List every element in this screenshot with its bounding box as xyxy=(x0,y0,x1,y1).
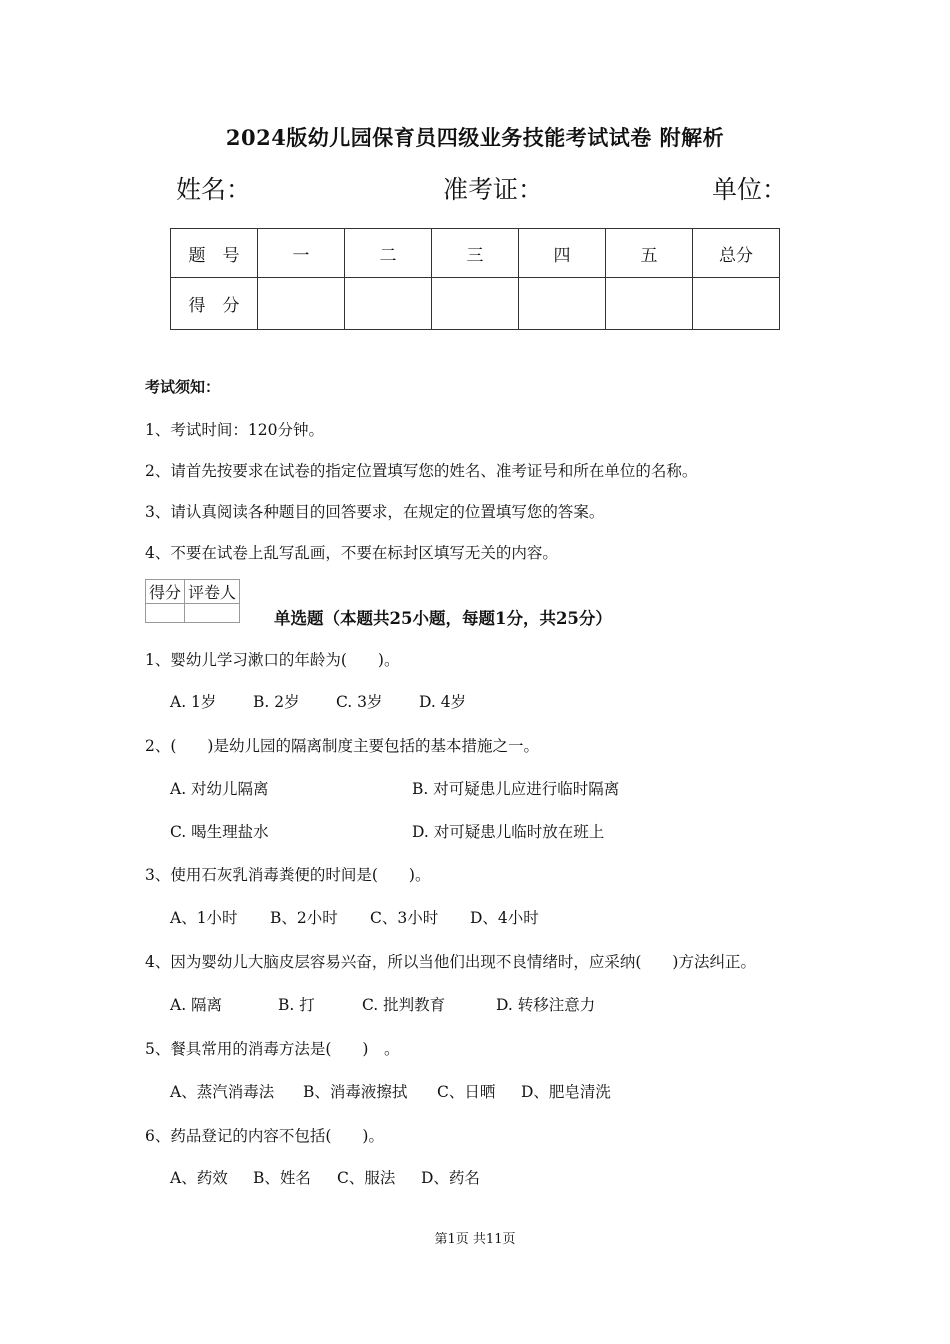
grader-name-cell[interactable] xyxy=(185,604,240,623)
question-option: A. 1岁 xyxy=(170,693,217,711)
question-option: B、消毒液擦拭 xyxy=(303,1083,408,1101)
score-table xyxy=(170,228,780,330)
exam-title: 2024版幼儿园保育员四级业务技能考试试卷 附解析 xyxy=(225,125,725,150)
grader-score-cell[interactable] xyxy=(146,604,185,623)
question-option: A、蒸汽消毒法 xyxy=(170,1083,275,1101)
grader-name-label: 评卷人 xyxy=(185,580,240,604)
question-option: B、姓名 xyxy=(253,1169,311,1187)
score-table-cell: 三 xyxy=(432,229,519,278)
question-option: D. 对可疑患儿临时放在班上 xyxy=(412,823,605,841)
question-option: C、服法 xyxy=(337,1169,396,1187)
grader-score-label: 得分 xyxy=(146,580,185,604)
unit-label: 单位： xyxy=(712,175,788,204)
score-input-cell[interactable] xyxy=(606,278,693,330)
question-option: B. 打 xyxy=(278,996,315,1014)
score-input-cell[interactable] xyxy=(519,278,606,330)
notice-item: 3、请认真阅读各种题目的回答要求，在规定的位置填写您的答案。 xyxy=(145,503,605,521)
notice-item: 4、不要在试卷上乱写乱画，不要在标封区填写无关的内容。 xyxy=(145,544,558,562)
question-stem: 2、( )是幼儿园的隔离制度主要包括的基本措施之一。 xyxy=(145,737,539,755)
score-table-row-label: 得 分 xyxy=(171,278,258,330)
question-option: C. 批判教育 xyxy=(362,996,446,1014)
score-input-cell[interactable] xyxy=(345,278,432,330)
question-option: D. 转移注意力 xyxy=(496,996,596,1014)
question-option: A. 对幼儿隔离 xyxy=(170,780,269,798)
question-option: D、药名 xyxy=(421,1169,480,1187)
question-stem: 5、餐具常用的消毒方法是( ) 。 xyxy=(145,1040,400,1058)
notice-item: 2、请首先按要求在试卷的指定位置填写您的姓名、准考证号和所在单位的名称。 xyxy=(145,462,698,480)
grader-box xyxy=(145,579,240,623)
question-option: D. 4岁 xyxy=(419,693,467,711)
score-table-cell: 四 xyxy=(519,229,606,278)
score-table-header-row xyxy=(171,229,780,278)
score-table-score-row xyxy=(171,278,780,330)
score-input-cell[interactable] xyxy=(693,278,780,330)
score-table-cell: 总分 xyxy=(693,229,780,278)
name-label: 姓名： xyxy=(176,175,252,204)
question-stem: 4、因为婴幼儿大脑皮层容易兴奋，所以当他们出现不良情绪时，应采纳( )方法纠正。 xyxy=(145,953,756,971)
exam-id-label: 准考证： xyxy=(443,175,544,204)
section-title: 单选题（本题共25小题，每题1分，共25分） xyxy=(274,609,612,628)
question-option: D、肥皂清洗 xyxy=(521,1083,611,1101)
question-option: B、2小时 xyxy=(270,909,338,927)
question-stem: 1、婴幼儿学习漱口的年龄为( )。 xyxy=(145,651,400,669)
question-option: C、3小时 xyxy=(370,909,439,927)
question-option: B. 对可疑患儿应进行临时隔离 xyxy=(412,780,620,798)
score-input-cell[interactable] xyxy=(432,278,519,330)
notice-item: 1、考试时间：120分钟。 xyxy=(145,421,324,439)
score-table-cell: 二 xyxy=(345,229,432,278)
score-table-cell: 五 xyxy=(606,229,693,278)
score-table-cell: 题 号 xyxy=(171,229,258,278)
notice-title: 考试须知： xyxy=(145,378,221,396)
score-table-cell: 一 xyxy=(258,229,345,278)
question-stem: 3、使用石灰乳消毒粪便的时间是( )。 xyxy=(145,866,431,884)
question-option: D、4小时 xyxy=(470,909,539,927)
question-option: A、药效 xyxy=(170,1169,228,1187)
question-stem: 6、药品登记的内容不包括( )。 xyxy=(145,1127,384,1145)
page-footer: 第1页 共11页 xyxy=(434,1232,516,1247)
question-option: C、日晒 xyxy=(437,1083,496,1101)
score-input-cell[interactable] xyxy=(258,278,345,330)
question-option: C. 3岁 xyxy=(336,693,383,711)
question-option: B. 2岁 xyxy=(253,693,300,711)
question-option: A. 隔离 xyxy=(170,996,223,1014)
question-option: C. 喝生理盐水 xyxy=(170,823,269,841)
question-option: A、1小时 xyxy=(170,909,238,927)
